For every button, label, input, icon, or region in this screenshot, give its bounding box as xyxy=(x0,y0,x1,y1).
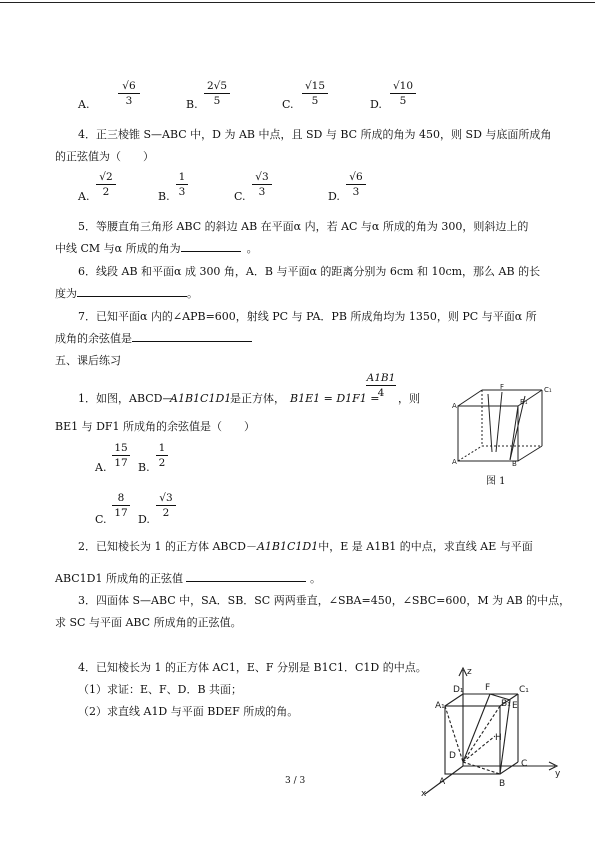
section-title: 五、课后练习 xyxy=(55,354,121,367)
h4-line1: 4．已知棱长为 1 的正方体 AC1，E、F 分别是 B1C1．C1D 的中点。 xyxy=(78,661,427,674)
h2-answer-blank[interactable] xyxy=(186,581,306,582)
h3-line1: 3．四面体 S—ABC 中，SA．SB．SC 两两垂直，∠SBA=450，∠SBC=600，M 为 AB 的中点， xyxy=(78,594,571,607)
q3-option-d-fraction: √10 5 xyxy=(390,80,416,107)
h1-option-b-fraction: 1 2 xyxy=(156,442,168,469)
q5-line2 xyxy=(55,242,258,255)
q7-line2-text: 成角的余弦值是 xyxy=(55,332,132,345)
q4-option-d-fraction: √6 3 xyxy=(346,171,366,198)
q6-line2 xyxy=(55,287,198,300)
h1-prefix: 1．如图，ABCD— xyxy=(78,392,174,405)
q3-option-c-label: C. xyxy=(282,98,294,111)
h1-option-c-fraction: 8 17 xyxy=(112,492,130,519)
h1-option-a-label: A. xyxy=(95,461,107,474)
h2-line1-cube: A1B1C1D1 xyxy=(256,540,319,553)
svg-text:C₁: C₁ xyxy=(519,685,529,695)
q5-line2-text: 中线 CM 与α 所成的角为 xyxy=(55,242,181,255)
h1-eq-left: B1E1 = D1F1 = xyxy=(290,392,380,405)
q5-answer-blank[interactable] xyxy=(181,251,241,252)
q3-option-c-fraction: √15 5 xyxy=(302,80,328,107)
h2-line2-end: 。 xyxy=(309,572,321,585)
svg-text:B₁: B₁ xyxy=(520,398,528,406)
figure-1-caption: 图 1 xyxy=(486,476,506,487)
svg-text:A₁: A₁ xyxy=(435,701,445,711)
q5-line1: 5．等腰直角三角形 ABC 的斜边 AB 在平面α 内，若 AC 与α 所成的角为 300，则斜边上的 xyxy=(78,220,529,233)
q6-answer-blank[interactable] xyxy=(77,296,187,297)
q4-option-c-label: C. xyxy=(234,190,246,203)
svg-text:B: B xyxy=(512,460,517,468)
svg-text:E: E xyxy=(512,701,518,711)
q5-line2-end: 。 xyxy=(246,242,258,255)
svg-text:A: A xyxy=(452,458,457,466)
svg-text:A: A xyxy=(439,777,446,787)
h1-option-b-label: B. xyxy=(138,461,150,474)
q6-line2-end: 。 xyxy=(187,287,198,300)
h1-mid: 是正方体， xyxy=(230,392,285,405)
h4-line2: （1）求证：E、F、D．B 共面； xyxy=(78,683,243,696)
q3-option-b-label: B. xyxy=(186,98,198,111)
h1-cube-label: A1B1C1D1 xyxy=(170,392,232,405)
q6-line1: 6．线段 AB 和平面α 成 300 角，A．B 与平面α 的距离分别为 6cm 和 10cm，那么 AB 的长 xyxy=(78,265,541,278)
page-number: 3 / 3 xyxy=(285,776,306,786)
svg-text:x: x xyxy=(421,789,427,799)
q3-option-b-fraction: 2√5 5 xyxy=(204,80,230,107)
h2-line1-post: 中，E 是 A1B1 的中点，求直线 AE 与平面 xyxy=(318,540,533,553)
h2-line2-text: ABC1D1 所成角的正弦值 xyxy=(55,572,183,585)
svg-text:A: A xyxy=(452,402,457,410)
h1-option-d-label: D. xyxy=(138,513,150,526)
h2-line1-pre: 2．已知棱长为 1 的正方体 ABCD－ xyxy=(78,540,257,553)
h4-line3: （2）求直线 A1D 与平面 BDEF 所成的角。 xyxy=(78,705,299,718)
h1-option-a-fraction: 15 17 xyxy=(112,442,130,469)
q7-answer-blank[interactable] xyxy=(132,341,252,342)
h1-fraction: A1B1 4 xyxy=(366,372,396,400)
svg-text:F: F xyxy=(500,384,505,391)
header-rule xyxy=(0,2,595,3)
q4-line2: 的正弦值为（ ） xyxy=(55,150,154,163)
q7-line1: 7．已知平面α 内的∠APB=600，射线 PC 与 PA．PB 所成角均为 1350，则 PC 与平面α 所 xyxy=(78,310,537,323)
figure-2-cube-axes xyxy=(415,666,563,800)
q4-option-b-fraction: 1 3 xyxy=(176,171,188,198)
svg-text:B: B xyxy=(499,779,506,789)
q4-option-b-label: B. xyxy=(158,190,170,203)
h1-line2: BE1 与 DF1 所成角的余弦值是（ ） xyxy=(55,420,256,433)
q4-option-c-fraction: √3 3 xyxy=(252,171,272,198)
svg-text:D₁: D₁ xyxy=(453,685,464,695)
svg-text:C₁: C₁ xyxy=(544,386,552,394)
q7-line2 xyxy=(55,332,252,345)
svg-text:B₁: B₁ xyxy=(501,699,511,709)
h2-line1 xyxy=(78,540,533,553)
q3-option-a-label: A. xyxy=(78,98,90,111)
h1-option-c-label: C. xyxy=(95,513,107,526)
svg-text:C: C xyxy=(521,759,528,769)
h1-suffix: ，则 xyxy=(398,392,420,405)
svg-text:z: z xyxy=(467,667,472,677)
q4-option-d-label: D. xyxy=(328,190,340,203)
q4-option-a-fraction: √2 2 xyxy=(96,171,116,198)
h3-line2: 求 SC 与平面 ABC 所成角的正弦值。 xyxy=(55,616,242,629)
svg-text:y: y xyxy=(555,769,561,779)
q4-option-a-label: A. xyxy=(78,190,90,203)
q3-option-d-label: D. xyxy=(370,98,382,111)
h2-line2 xyxy=(55,572,321,585)
svg-text:D: D xyxy=(449,751,456,761)
h1-option-d-fraction: √3 2 xyxy=(156,492,176,519)
figure-1-cube xyxy=(452,384,562,469)
q4-line1: 4．正三棱锥 S—ABC 中，D 为 AB 中点，且 SD 与 BC 所成的角为 450，则 SD 与底面所成角 xyxy=(78,128,552,141)
q6-line2-text: 度为 xyxy=(55,287,77,300)
svg-text:F: F xyxy=(485,683,491,693)
svg-text:H: H xyxy=(495,733,502,743)
q3-option-a-fraction: √6 3 xyxy=(118,80,140,107)
